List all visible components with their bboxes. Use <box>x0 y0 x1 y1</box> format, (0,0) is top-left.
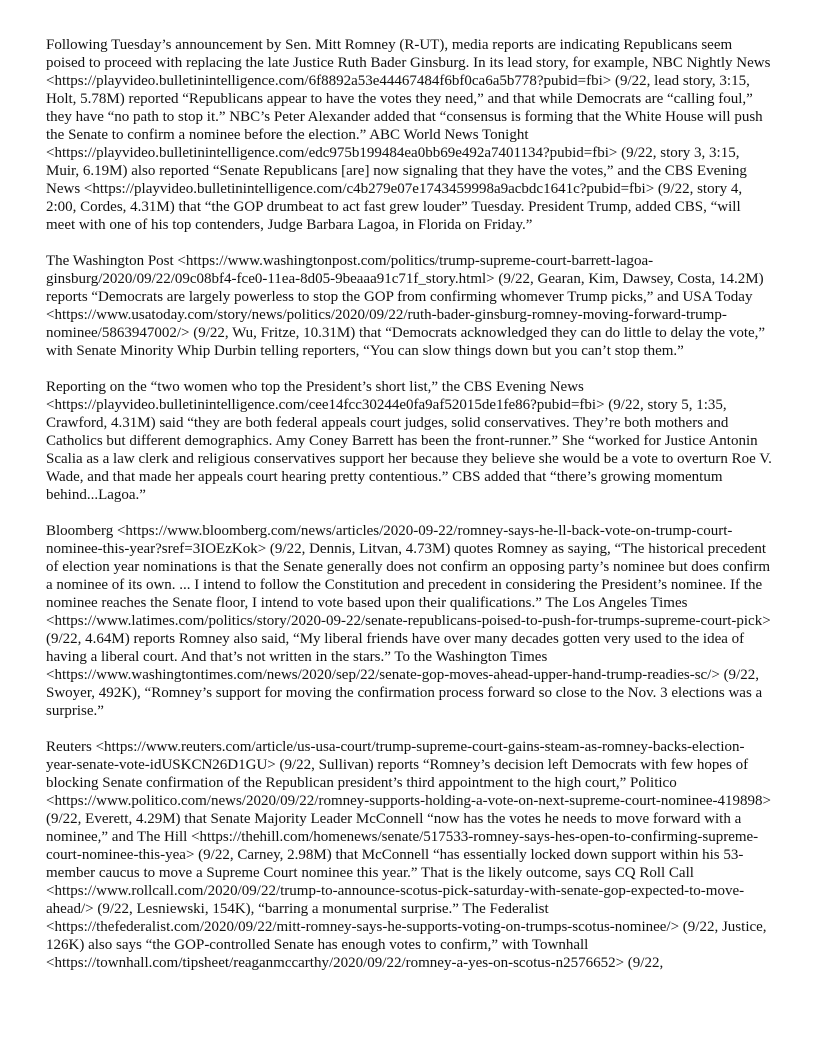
paragraph-romney-announcement: Following Tuesday’s announcement by Sen. Mitt Romney (R-UT), media reports are indicating Republicans seem poised to proceed with replacing the late Justice Ruth Bader Ginsburg. In its lead story, for example, NBC Nightly News <https://playvideo.bulletinintelligence.com/6f8892a53e44467484f6bf0ca6a5b778?pubid=fbi> (9/22, lead story, 3:15, Holt, 5.78M) reported “Republicans appear to have the votes they need,” and that while Democrats are “calling foul,” they have “no path to stop it.” NBC’s Peter Alexander added that “consensus is forming that the White House will push the Senate to confirm a nominee before the election.” ABC World News Tonight <https://playvideo.bulletinintelligence.com/edc975b199484ea0bb69e492a7401134?pubid=fbi> (9/22, story 3, 3:15, Muir, 6.19M) also reported “Senate Republicans [are] now signaling that they have the votes,” and the CBS Evening News <https://playvideo.bulletinintelligence.com/c4b279e07e1743459998a9acbdc1641c?pubid=fbi> (9/22, story 4, 2:00, Cordes, 4.31M) that “the GOP drumbeat to act fast grew louder” Tuesday. President Trump, added CBS, “will meet with one of his top contenders, Judge Barbara Lagoa, in Florida on Friday.” <box>46 37 771 233</box>
paragraph-reuters: Reuters <https://www.reuters.com/article/us-usa-court/trump-supreme-court-gains-steam-as-romney-backs-election-year-senate-vote-idUSKCN26D1GU> (9/22, Sullivan) reports “Romney’s decision left Democrats with few hopes of blocking Senate confirmation of the Republican president’s third appointment to the high court,” Politico <https://www.politico.com/news/2020/09/22/romney-supports-holding-a-vote-on-next-supreme-court-nominee-419898> (9/22, Everett, 4.29M) that Senate Majority Leader McConnell “now has the votes he needs to move forward with a nominee,” and The Hill <https://thehill.com/homenews/senate/517533-romney-says-hes-open-to-confirming-supreme-court-nominee-this-yea> (9/22, Carney, 2.98M) that McConnell “has essentially locked down support within his 53-member caucus to move a Supreme Court nominee this year.” That is the likely outcome, says CQ Roll Call <https://www.rollcall.com/2020/09/22/trump-to-announce-scotus-pick-saturday-with-senate-gop-expected-to-move-ahead/> (9/22, Lesniewski, 154K), “barring a monumental surprise.” The Federalist <https://thefederalist.com/2020/09/22/mitt-romney-says-he-supports-voting-on-trumps-scotus-nominee/> (9/22, Justice, 126K) also says “the GOP-controlled Senate has enough votes to confirm,” with Townhall <https://townhall.com/tipsheet/reaganmccarthy/2020/09/22/romney-a-yes-on-scotus-n2576652> (9/22, <box>46 739 771 971</box>
paragraph-washington-post: The Washington Post <https://www.washingtonpost.com/politics/trump-supreme-court-barrett-lagoa-ginsburg/2020/09/22/09c08bf4-fce0-11ea-8d05-9beaaa91c71f_story.html> (9/22, Gearan, Kim, Dawsey, Costa, 14.2M) reports “Democrats are largely powerless to stop the GOP from confirming whomever Trump picks,” and USA Today <https://www.usatoday.com/story/news/politics/2020/09/22/ruth-bader-ginsburg-romney-moving-forward-trump-nominee/5863947002/> (9/22, Wu, Fritze, 10.31M) that “Democrats acknowledged they can do little to delay the vote,” with Senate Minority Whip Durbin telling reporters, “You can slow things down but you can’t stop them.” <box>46 253 766 359</box>
paragraph-short-list: Reporting on the “two women who top the President’s short list,” the CBS Evening News <https://playvideo.bulletinintelligence.com/cee14fcc30244e0fa9af52015de1fe86?pubid=fbi> (9/22, story 5, 1:35, Crawford, 4.31M) said “they are both federal appeals court judges, solid conservatives. They’re both mothers and Catholics but different demographics. Amy Coney Barrett has been the front-runner.” She “worked for Justice Antonin Scalia as a law clerk and religious conservatives support her because they believe she would be a vote to overturn Roe V. Wade, and that made her appeals court hearing pretty contentious.” CBS added that “there’s growing momentum behind...Lagoa.” <box>46 379 772 503</box>
paragraph-bloomberg: Bloomberg <https://www.bloomberg.com/news/articles/2020-09-22/romney-says-he-ll-back-vote-on-trump-court-nominee-this-year?sref=3IOEzKok> (9/22, Dennis, Litvan, 4.73M) quotes Romney as saying, “The historical precedent of election year nominations is that the Senate generally does not confirm an opposing party’s nominee but does confirm a nominee of its own. ... I intend to follow the Constitution and precedent in considering the President’s nominee. If the nominee reaches the Senate floor, I intend to vote based upon their qualifications.” The Los Angeles Times <https://www.latimes.com/politics/story/2020-09-22/senate-republicans-poised-to-push-for-trumps-supreme-court-pick> (9/22, 4.64M) reports Romney also said, “My liberal friends have over many decades gotten very used to the idea of having a liberal court. And that’s not written in the stars.” To the Washington Times <https://www.washingtontimes.com/news/2020/sep/22/senate-gop-moves-ahead-upper-hand-trump-readies-sc/> (9/22, Swoyer, 492K), “Romney’s support for moving the confirmation process forward so close to the Nov. 3 elections was a surprise.” <box>46 523 771 719</box>
document-page <box>46 36 773 990</box>
